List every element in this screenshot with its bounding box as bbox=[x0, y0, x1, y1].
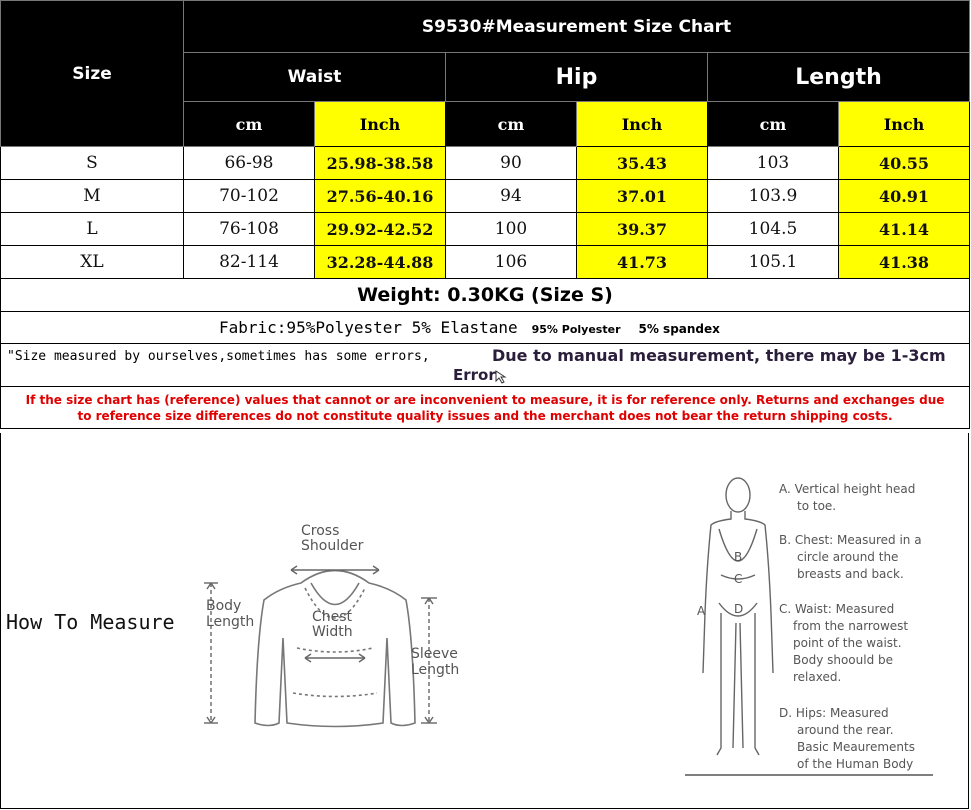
hip-inch-cell: 35.43 bbox=[577, 147, 708, 180]
length-inch-cell: 41.14 bbox=[839, 213, 970, 246]
error-range-text: Due to manual measurement, there may be 1-3cm bbox=[492, 346, 946, 365]
table-row bbox=[1, 246, 970, 279]
how-to-measure-label: How To Measure bbox=[6, 610, 175, 634]
note-d-line-3: Basic Meaurements bbox=[797, 740, 915, 754]
size-cell: L bbox=[1, 213, 184, 246]
cross-shoulder-label-2: Shoulder bbox=[301, 538, 364, 554]
length-cm-cell: 103.9 bbox=[708, 180, 839, 213]
note-b-line-3: breasts and back. bbox=[797, 567, 904, 581]
marker-a: A bbox=[697, 604, 706, 618]
note-c-line-1: C. Waist: Measured bbox=[779, 602, 895, 616]
weight-label: Weight: 0.30KG (Size S) bbox=[1, 279, 970, 312]
chest-width-label-2: Width bbox=[312, 624, 353, 640]
waist-inch-header: Inch bbox=[315, 102, 446, 147]
length-inch-cell: 41.38 bbox=[839, 246, 970, 279]
table-row bbox=[1, 213, 970, 246]
size-cell: S bbox=[1, 147, 184, 180]
body-length-label-2: Length bbox=[206, 614, 255, 630]
marker-b: B bbox=[734, 550, 743, 564]
note-d-line-4: of the Human Body bbox=[797, 757, 914, 771]
note-b-line-1: B. Chest: Measured in a bbox=[779, 533, 922, 547]
waist-cm-cell: 66-98 bbox=[184, 147, 315, 180]
length-cm-cell: 105.1 bbox=[708, 246, 839, 279]
note-c-line-3: point of the waist. bbox=[793, 636, 902, 650]
fabric-polyester-note: 95% Polyester bbox=[531, 323, 621, 336]
sleeve-length-label-2: Length bbox=[411, 662, 460, 678]
waist-inch-cell: 29.92-42.52 bbox=[315, 213, 446, 246]
note-a-line-1: A. Vertical height head bbox=[779, 482, 916, 496]
sleeve-length-label-1: Sleeve bbox=[411, 646, 458, 662]
chest-width-label-1: Chest bbox=[312, 609, 353, 625]
note-c-line-4: Body shoould be bbox=[793, 653, 894, 667]
length-inch-cell: 40.91 bbox=[839, 180, 970, 213]
table-row bbox=[1, 147, 970, 180]
hip-cm-cell: 100 bbox=[446, 213, 577, 246]
size-cell: XL bbox=[1, 246, 184, 279]
fabric-spandex-note: 5% spandex bbox=[638, 322, 720, 336]
table-row bbox=[1, 180, 970, 213]
waist-inch-cell: 32.28-44.88 bbox=[315, 246, 446, 279]
note-d-line-1: D. Hips: Measured bbox=[779, 706, 889, 720]
length-cm-header: cm bbox=[708, 102, 839, 147]
note-c-line-5: relaxed. bbox=[793, 670, 842, 684]
hip-cm-header: cm bbox=[446, 102, 577, 147]
size-column-header: Size bbox=[1, 1, 184, 147]
cross-shoulder-label-1: Cross bbox=[301, 523, 340, 539]
hip-group-header: Hip bbox=[446, 53, 708, 102]
sweater-outline bbox=[255, 571, 415, 727]
size-cell: M bbox=[1, 180, 184, 213]
note-c-line-2: from the narrowest bbox=[793, 619, 909, 633]
sweater-measurement-diagram bbox=[201, 518, 471, 748]
body-outline bbox=[703, 478, 773, 755]
measurement-arrows bbox=[204, 566, 437, 723]
hip-cm-cell: 94 bbox=[446, 180, 577, 213]
fabric-row bbox=[1, 312, 970, 344]
hip-inch-cell: 41.73 bbox=[577, 246, 708, 279]
chart-title: S9530#Measurement Size Chart bbox=[184, 1, 970, 53]
waist-group-header: Waist bbox=[184, 53, 446, 102]
waist-inch-cell: 25.98-38.58 bbox=[315, 147, 446, 180]
hip-inch-cell: 37.01 bbox=[577, 180, 708, 213]
error-note-text: "Size measured by ourselves,sometimes has some errors, bbox=[7, 349, 430, 364]
length-inch-cell: 40.55 bbox=[839, 147, 970, 180]
length-group-header: Length bbox=[708, 53, 970, 102]
hip-cm-cell: 90 bbox=[446, 147, 577, 180]
body-length-label-1: Body bbox=[206, 598, 242, 614]
note-b-line-2: circle around the bbox=[797, 550, 899, 564]
measurement-error-note bbox=[1, 344, 970, 387]
length-cm-cell: 103 bbox=[708, 147, 839, 180]
cursor-icon bbox=[495, 370, 511, 384]
waist-cm-cell: 76-108 bbox=[184, 213, 315, 246]
disclaimer-text: If the size chart has (reference) values that cannot or are inconvenient to measure, it is for reference only. Returns and exchanges due to reference size differences do not constitute quality issues and the merchant does not bear the return shipping costs. bbox=[1, 387, 970, 429]
fabric-label: Fabric:95%Polyester 5% Elastane bbox=[219, 318, 518, 337]
error-word: Error bbox=[453, 366, 496, 384]
body-measurement-diagram bbox=[681, 463, 961, 781]
waist-cm-cell: 82-114 bbox=[184, 246, 315, 279]
hip-inch-header: Inch bbox=[577, 102, 708, 147]
hip-inch-cell: 39.37 bbox=[577, 213, 708, 246]
length-cm-cell: 104.5 bbox=[708, 213, 839, 246]
length-inch-header: Inch bbox=[839, 102, 970, 147]
waist-cm-header: cm bbox=[184, 102, 315, 147]
hip-cm-cell: 106 bbox=[446, 246, 577, 279]
marker-d: D bbox=[734, 602, 744, 616]
waist-cm-cell: 70-102 bbox=[184, 180, 315, 213]
how-to-measure-section bbox=[0, 433, 969, 809]
note-d-line-2: around the rear. bbox=[797, 723, 894, 737]
waist-inch-cell: 27.56-40.16 bbox=[315, 180, 446, 213]
marker-c: C bbox=[734, 572, 743, 586]
note-a-line-2: to toe. bbox=[797, 499, 837, 513]
